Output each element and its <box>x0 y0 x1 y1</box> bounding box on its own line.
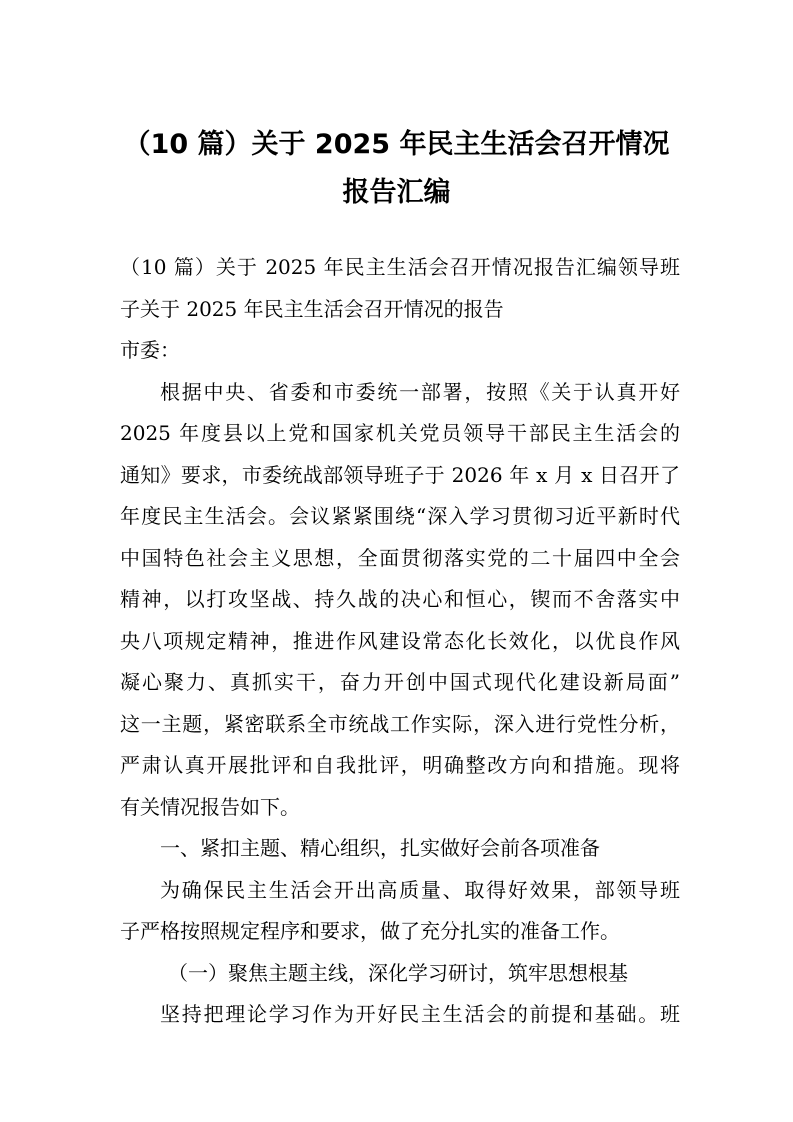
document-body <box>120 247 680 1036</box>
section-heading: 一、紧扣主题、精心组织，扎实做好会前各项准备 <box>160 836 600 860</box>
paragraph-line: 这一主题，紧密联系全市统战工作实际，深入进行党性分析， <box>120 711 680 736</box>
paragraph-line: 根据中央、省委和市委统一部署，按照《关于认真开好 <box>160 379 680 404</box>
paragraph-line: 有关情况报告如下。 <box>120 794 300 819</box>
paragraph-line: 子严格按照规定程序和要求，做了充分扎实的准备工作。 <box>120 919 620 943</box>
paragraph-line: 坚持把理论学习作为开好民主生活会的前提和基础。班 <box>160 1002 680 1026</box>
paragraph-line: 通知》要求，市委统战部领导班子于 2026 年 x 月 x 日召开了 <box>120 462 680 487</box>
paragraph-line: 子关于 2025 年民主生活会召开情况的报告 <box>120 296 504 321</box>
salutation: 市委： <box>120 338 180 362</box>
document-title-line-2: 报告汇编 <box>342 177 451 208</box>
paragraph-line: 2025 年度县以上党和国家机关党员领导干部民主生活会的 <box>120 421 680 445</box>
paragraph-line: 严肃认真开展批评和自我批评，明确整改方向和措施。现将 <box>120 753 680 777</box>
paragraph-line: 为确保民主生活会开出高质量、取得好效果，部领导班 <box>160 877 680 902</box>
paragraph-line: 精神，以打攻坚战、持久战的决心和恒心，锲而不舍落实中 <box>120 587 680 611</box>
subsection-heading: （一）聚焦主题主线，深化学习研讨，筑牢思想根基 <box>168 960 628 985</box>
paragraph-line: 中国特色社会主义思想，全面贯彻落实党的二十届四中全会 <box>120 545 680 570</box>
paragraph-line: （10 篇）关于 2025 年民主生活会召开情况报告汇编领导班 <box>120 255 680 279</box>
paragraph-line: 年度民主生活会。会议紧紧围绕“深入学习贯彻习近平新时代 <box>120 504 680 528</box>
document-title-line-1: （10 篇）关于 2025 年民主生活会召开情况 <box>123 129 670 160</box>
paragraph-line: 凝心聚力、真抓实干，奋力开创中国式现代化建设新局面” <box>120 670 680 694</box>
paragraph-line: 央八项规定精神，推进作风建设常态化长效化，以优良作风 <box>120 628 680 653</box>
